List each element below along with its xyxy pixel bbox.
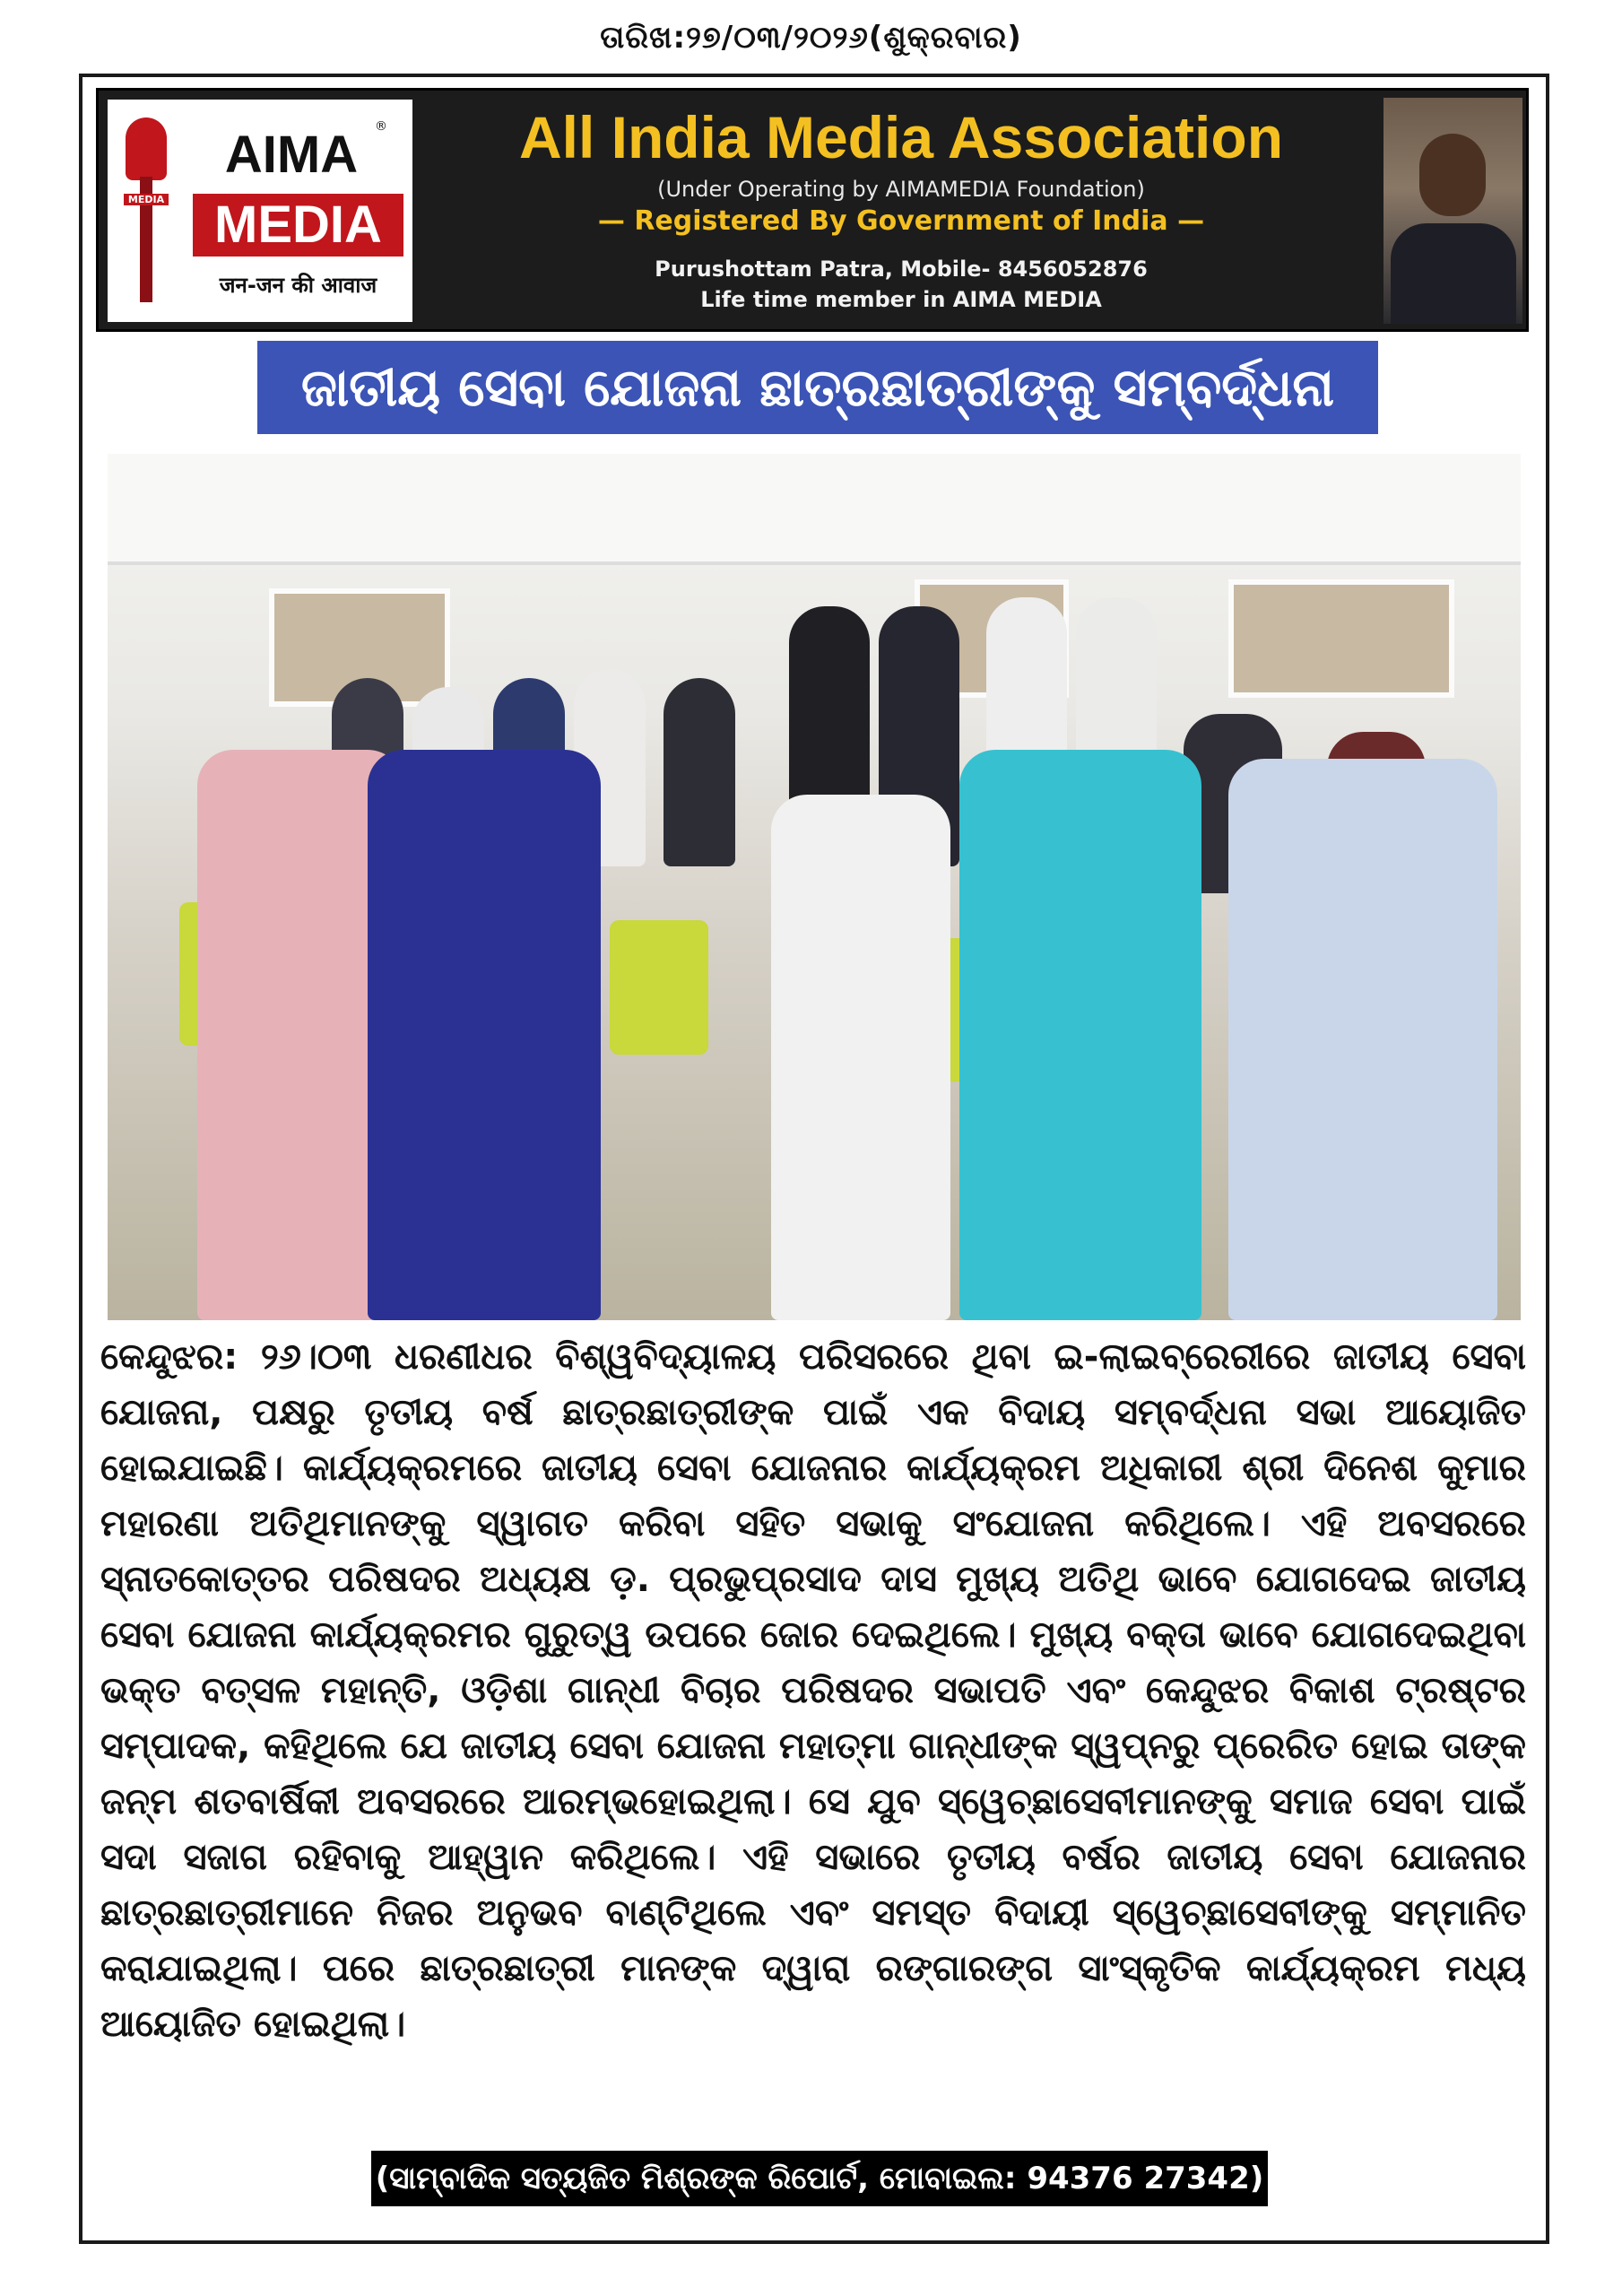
member-contact: Purushottam Patra, Mobile- 8456052876 <box>655 257 1148 282</box>
news-headline: ଜାତୀୟ ସେବା ଯୋଜନା ଛାତ୍ରଛାତ୍ରୀଙ୍କୁ ସମ୍ବର୍ଦ୍ଧନା <box>257 341 1378 434</box>
operating-line: (Under Operating by AIMAMEDIA Foundation) <box>657 177 1145 202</box>
association-banner <box>96 88 1529 332</box>
date-line: ତାରିଖ:୨୭/୦୩/୨୦୨୬(ଶୁକ୍ରବାର) <box>600 20 1022 56</box>
event-group-photo <box>108 454 1521 1320</box>
logo-media-text: MEDIA <box>193 194 403 257</box>
reporter-credit: (ସାମ୍ବାଦିକ ସତ୍ୟଜିତ ମିଶ୍ରଙ୍କ ରିପୋର୍ଟ, ମୋବାଇଲ: 94376 27342) <box>371 2151 1268 2206</box>
logo-tagline: जन-जन की आवाज <box>219 273 377 298</box>
article-body: କେନ୍ଦୁଝର: ୨୬।୦୩ ଧରଣୀଧର ବିଶ୍ୱବିଦ୍ୟାଳୟ ପରିସରରେ ଥିବା ଇ-ଲାଇବ୍ରେରୀରେ ଜାତୀୟ ସେବା ଯୋଜନା, ପକ୍ଷରୁ ତୃତୀୟ ବର୍ଷ ଛାତ୍ରଛାତ୍ରୀଙ୍କ ପାଇଁ ଏକ ବିଦାୟ ସମ୍ବର୍ଦ୍ଧନା ସଭା ଆୟୋଜିତ ହୋଇଯାଇଛି। କାର୍ଯ୍ୟକ୍ରମରେ ଜାତୀୟ ସେବା ଯୋଜନାର କାର୍ଯ୍ୟକ୍ରମ ଅଧିକାରୀ ଶ୍ରୀ ଦିନେଶ କୁମାର ମହାରଣା ଅତିଥିମାନଙ୍କୁ ସ୍ୱାଗତ କରିବା ସହିତ ସଭାକୁ ସଂଯୋଜନା କରିଥିଲେ। ଏହି ଅବସରରେ ସ୍ନାତକୋତ୍ତର ପରିଷଦର ଅଧ୍ୟକ୍ଷ ଡ଼. ପ୍ରଭୁପ୍ରସାଦ ଦାସ ମୁଖ୍ୟ ଅତିଥି ଭାବେ ଯୋଗଦେଇ ଜାତୀୟ ସେବା ଯୋଜନା କାର୍ଯ୍ୟକ୍ରମର ଗୁରୁତ୍ୱ ଉପରେ ଜୋର ଦେଇଥିଲେ। ମୁଖ୍ୟ ବକ୍ତା ଭାବେ ଯୋଗଦେଇଥିବା ଭକ୍ତ ବତ୍ସଳ ମହାନ୍ତି, ଓଡ଼ିଶା ଗାନ୍ଧୀ ବିଚାର ପରିଷଦର ସଭାପତି ଏବଂ କେନ୍ଦୁଝର ବିକାଶ ଟ୍ରଷ୍ଟର ସମ୍ପାଦକ, କହିଥିଲେ ଯେ ଜାତୀୟ ସେବା ଯୋଜନା ମହାତ୍ମା ଗାନ୍ଧୀଙ୍କ ସ୍ୱପ୍ନରୁ ପ୍ରେରିତ ହୋଇ ତାଙ୍କ ଜନ୍ମ ଶତବାର୍ଷିକୀ ଅବସରରେ ଆରମ୍ଭହୋଇଥିଲା। ସେ ଯୁବ ସ୍ୱେଚ୍ଛାସେବୀମାନଙ୍କୁ ସମାଜ ସେବା ପାଇଁ ସଦା ସଜାଗ ରହିବାକୁ ଆହ୍ୱାନ କରିଥିଲେ। ଏହି ସଭାରେ ତୃତୀୟ ବର୍ଷର ଜାତୀୟ ସେବା ଯୋଜନାର ଛାତ୍ରଛାତ୍ରୀମାନେ ନିଜର ଅନୁଭବ ବାଣ୍ଟିଥିଲେ ଏବଂ ସମସ୍ତ ବିଦାୟୀ ସ୍ୱେଚ୍ଛାସେବୀଙ୍କୁ ସମ୍ମାନିତ କରାଯାଇଥିଲା। ପରେ ଛାତ୍ରଛାତ୍ରୀ ମାନଙ୍କ ଦ୍ୱାରା ରଙ୍ଗାରଙ୍ଗ ସାଂସ୍କୃତିକ କାର୍ଯ୍ୟକ୍ରମ ମଧ୍ୟ ଆୟୋଜିତ ହୋଇଥିଲା। <box>100 1336 1526 2045</box>
member-portrait <box>1383 98 1522 324</box>
aima-media-logo <box>108 100 412 322</box>
registration-line: — Registered By Government of India — <box>597 205 1205 237</box>
registered-mark: ® <box>375 119 387 134</box>
microphone-icon <box>124 117 169 306</box>
banner-text-block <box>421 91 1381 329</box>
membership-line: Life time member in AIMA MEDIA <box>700 287 1102 312</box>
logo-aima-text: AIMA <box>224 126 359 184</box>
mic-label: MEDIA <box>124 194 169 205</box>
association-title: All India Media Association <box>518 104 1284 170</box>
